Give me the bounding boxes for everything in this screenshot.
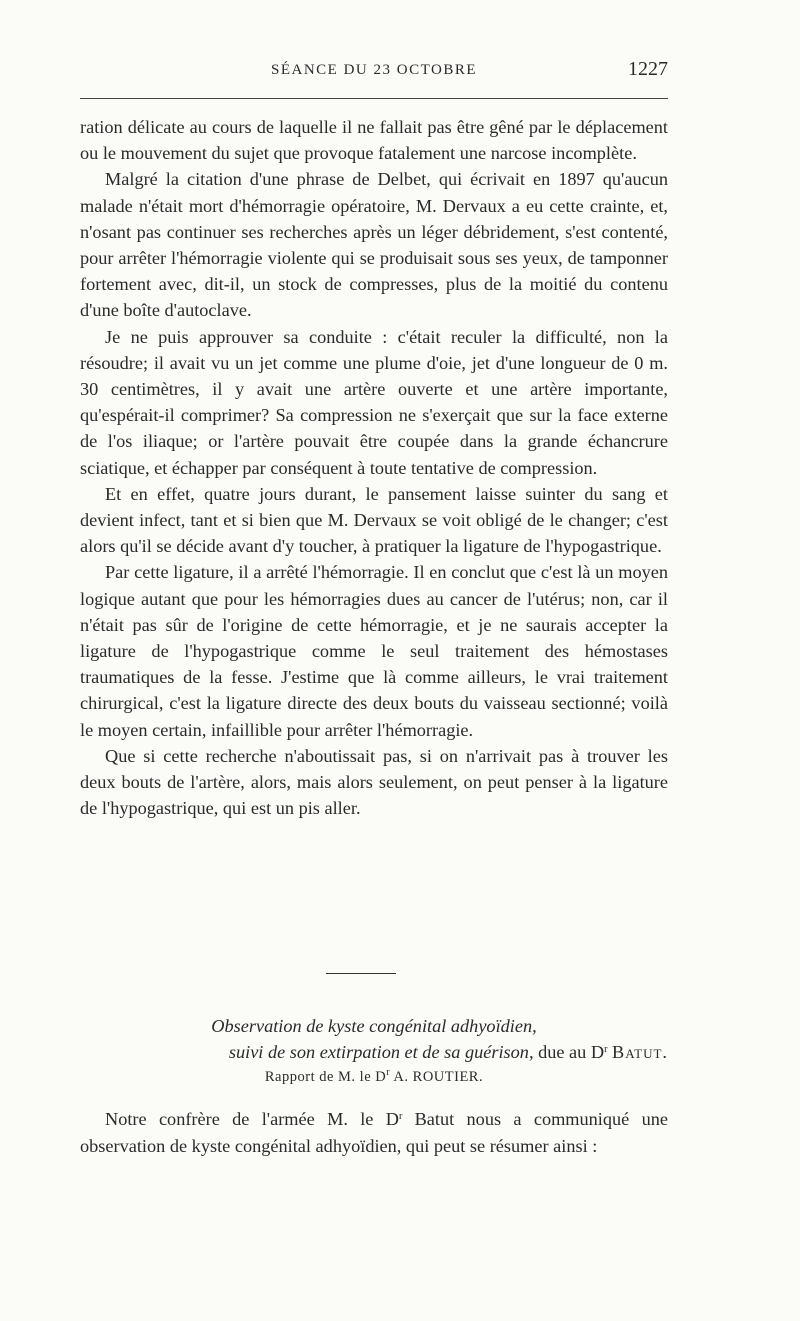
intro-paragraph <box>80 1106 668 1159</box>
observation-title-line-1: Observation de kyste congénital adhyoïdien, <box>211 1016 537 1036</box>
paragraph: Malgré la citation d'une phrase de Delbet, qui écrivait en 1897 qu'aucun malade n'était mort d'hémorragie opératoire, M. Dervaux a eu cette crainte, et, n'osant pas continuer ses recherches après un léger débridement, s'est contenté, pour arrêter l'hémorragie violente qui se produisait sous ses yeux, de tamponner fortement avec, dit-il, un stock de compresses, plus de la moitié du contenu d'une boîte d'autoclave. <box>80 169 668 321</box>
paragraph-continued: ration délicate au cours de laquelle il ne fallait pas être gêné par le déplacement ou le mouvement du sujet que provoque fatalement une narcose incomplète. <box>80 117 668 164</box>
paragraph: Par cette ligature, il a arrêté l'hémorragie. Il en conclut que c'est là un moyen logique autant que pour les hémorragies dues au cancer de l'utérus; non, car il n'était pas sûr de l'origine de cette hémorragie, et je ne saurais accepter la ligature de l'hypogastrique comme le seul traitement des hémostases traumatiques de la fesse. J'estime que là comme ailleurs, le vrai traitement chirurgical, c'est la ligature directe des deux bouts du vaisseau sectionné; voilà le moyen certain, infaillible pour arrêter l'hémorragie. <box>80 562 668 740</box>
doctor-sup: r <box>604 1044 608 1055</box>
author-name: Batut. <box>612 1042 668 1062</box>
rapport-line <box>80 1069 668 1086</box>
intro-before: Notre confrère de l'armée M. le D <box>105 1109 399 1129</box>
page-header <box>80 58 668 88</box>
observation-title <box>80 1013 668 1065</box>
paragraph: Et en effet, quatre jours durant, le pansement laisse suinter du sang et devient infect, tant et si bien que M. Dervaux se voit obligé de le changer; c'est alors qu'il se décide avant d'y toucher, à pratiquer la ligature de l'hypogastrique. <box>80 483 668 557</box>
paragraph: Je ne puis approuver sa conduite : c'était reculer la difficulté, non la résoudre; il avait vu un jet comme une plume d'oie, jet d'une longueur de 0 m. 30 centimètres, il y avait une artère ouverte et une artère importante, qu'espérait-il comprimer? Sa compression ne s'exerçait que sur la face externe de l'os iliaque; or l'artère pouvait être coupée dans la grande échancrure sciatique, et échapper par conséquent à toute tentative de compression. <box>80 326 668 478</box>
intro-sup: r <box>398 1111 403 1122</box>
observation-intro <box>80 1106 668 1159</box>
rapport-sup: r <box>386 1067 391 1078</box>
rapporteur-name: A. ROUTIER. <box>393 1069 484 1085</box>
intro-after: Batut nous a communiqué une observation de kyste congénital adhyoïdien, qui peut se résumer ainsi : <box>80 1109 668 1156</box>
report-body <box>80 114 668 821</box>
header-rule <box>80 98 668 99</box>
section-separator <box>326 973 396 974</box>
rapport-prefix: Rapport de M. le D <box>264 1069 387 1085</box>
observation-subtitle: suivi de son extirpation et de sa guérison, <box>228 1042 534 1062</box>
page-number: 1227 <box>628 58 668 80</box>
observation-title-line-2 <box>80 1039 668 1065</box>
paragraph: Que si cette recherche n'aboutissait pas, si on n'arrivait pas à trouver les deux bouts de l'artère, alors, mais alors seulement, on peut penser à la ligature de l'hypogastrique, qui est un pis aller. <box>80 745 668 819</box>
running-title: SÉANCE DU 23 OCTOBRE <box>271 62 477 78</box>
due-label: due au D <box>538 1042 605 1062</box>
